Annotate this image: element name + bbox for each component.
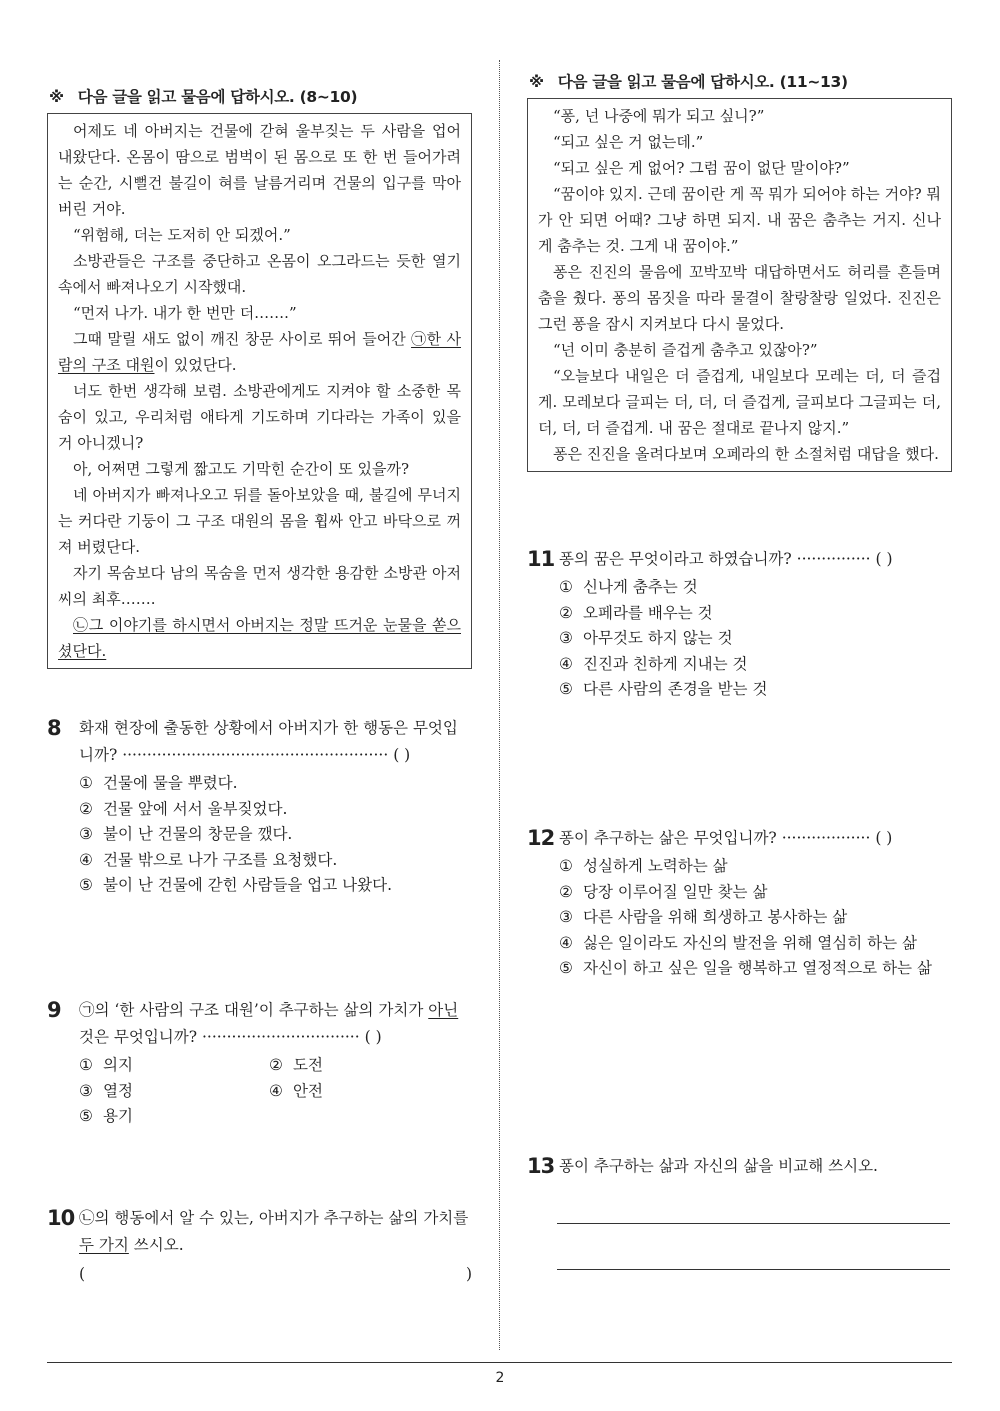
option[interactable]: ④ 진진과 친하게 지내는 것 (559, 654, 748, 673)
leader-dots: ·················· (781, 829, 871, 847)
option[interactable]: ① 성실하게 노력하는 삶 (559, 857, 728, 875)
option[interactable]: ② 오페라를 배우는 것 (559, 603, 713, 622)
option[interactable]: ⑤ 용기 (79, 1107, 133, 1125)
question-text: 퐁이 추구하는 삶과 자신의 삶을 비교해 쓰시오. (559, 1157, 878, 1175)
column-divider (499, 60, 500, 1350)
passage-paragraph: 소방관들은 구조를 중단하고 온몸이 오그라드는 듯한 열기 속에서 빠져나오기 시작했대. (58, 252, 461, 296)
page-number: 2 (495, 1370, 505, 1386)
answer-blank[interactable]: ( ) (875, 829, 893, 847)
option[interactable]: ① 신나게 춤추는 것 (559, 578, 698, 596)
option[interactable]: ③ 아무것도 하지 않는 것 (559, 629, 733, 647)
option[interactable]: ⑤ 자신이 하고 싶은 일을 행복하고 열정적으로 하는 삶 (559, 959, 932, 977)
passage-paragraph: 어제도 네 아버지는 건물에 갇혀 울부짖는 두 사람을 업어 내왔단다. 온몸이 땀으로 범벅이 된 몸으로 또 한 번 들어가려는 순간, 시뻘건 불길이 혀를 날름거리며 건물의 입구를 막아 버린 거야. (58, 122, 461, 218)
section-header-11-13 (529, 70, 952, 92)
option[interactable]: ② 도전 (269, 1056, 323, 1074)
options-list (79, 1053, 472, 1130)
option[interactable]: ④ 안전 (269, 1081, 323, 1100)
question-8 (47, 715, 472, 899)
leader-dots: ································ (202, 1028, 360, 1046)
question-number: 10 (47, 1206, 75, 1230)
passage-paragraph: “오늘보다 내일은 더 즐겁게, 내일보다 모레는 더, 더 즐겁게. 모레보다 글피는 더, 더, 더 즐겁게, 글피보다 그글피는 더, 더, 더, 더 즐겁게. 내 꿈은 절대로 끝나지 않지.” (538, 367, 941, 437)
passage-paragraph: “넌 이미 충분히 즐겁게 춤추고 있잖아?” (553, 341, 818, 359)
passage-paragraph (58, 612, 461, 664)
option[interactable]: ⑤ 다른 사람의 존경을 받는 것 (559, 680, 768, 698)
reference-mark: ※ (529, 73, 544, 91)
passage-paragraph: “위험해, 더는 도저히 안 되겠어.” (73, 226, 291, 244)
passage-paragraph: “먼저 나가. 내가 한 번만 더…….” (73, 304, 297, 322)
section-header-8-10 (49, 85, 472, 107)
question-number: 13 (527, 1154, 555, 1178)
passage-paragraph: 자기 목숨보다 남의 목숨을 먼저 생각한 용감한 소방관 아저씨의 최후……. (58, 564, 461, 608)
option[interactable]: ① 건물에 물을 뿌렸다. (79, 774, 238, 792)
question-text: 퐁이 추구하는 삶은 무엇입니까? (559, 829, 777, 847)
option[interactable]: ② 당장 이루어질 일만 찾는 삶 (559, 882, 768, 901)
answer-area[interactable]: ( ) (79, 1265, 472, 1283)
option[interactable]: ⑤ 불이 난 건물에 갇힌 사람들을 업고 나왔다. (79, 876, 393, 894)
answer-blank[interactable]: ( ) (875, 550, 893, 568)
question-13 (527, 1153, 952, 1270)
question-number: 9 (47, 998, 61, 1022)
option[interactable]: ③ 불이 난 건물의 창문을 깼다. (79, 825, 293, 843)
passage-paragraph: 그때 말릴 새도 없이 깨진 창문 사이로 뛰어 들어간 ㉠한 사람의 구조 대원이 있었단다. (58, 330, 461, 374)
underline-rescuer: ㉠한 사람의 구조 대원 (58, 330, 461, 374)
passage-paragraph: 네 아버지가 빠져나오고 뒤를 돌아보았을 때, 불길에 무너지는 커다란 기둥이 그 구조 대원의 몸을 휩싸 안고 바닥으로 꺼져 버렸단다. (58, 486, 461, 556)
question-9: 9 ㉠의 ‘한 사람의 구조 대원’이 추구하는 삶의 가치가 아닌 것은 무엇입니까? ································ ( ) ① 의지 ② 도전 ③ 열정 ④ 안전 ⑤ 용기 (47, 997, 472, 1130)
passage-paragraph: 아, 어쩌면 그렇게 짧고도 기막힌 순간이 또 있을까? (73, 460, 409, 478)
question-text: 화재 현장에 출동한 상황에서 아버지가 한 행동은 무엇입니까? (79, 719, 458, 764)
options-list (559, 575, 952, 703)
leader-dots: ··············· (796, 550, 871, 568)
passage-paragraph: “퐁, 넌 나중에 뭐가 되고 싶니?” (553, 107, 765, 125)
passage-paragraph: 퐁은 진진을 올려다보며 오페라의 한 소절처럼 대답을 했다. (553, 445, 939, 463)
answer-line[interactable] (557, 1222, 950, 1224)
question-number: 12 (527, 826, 555, 850)
question-11 (527, 546, 952, 703)
passage-paragraph: “꿈이야 있지. 근데 꿈이란 게 꼭 뭐가 되어야 하는 거야? 뭐가 안 되면 어때? 그냥 하면 되지. 내 꿈은 춤추는 거지. 신나게 춤추는 것. 그게 내 꿈이야.” (538, 185, 941, 255)
right-column (527, 60, 952, 1178)
answer-blank[interactable]: ( ) (364, 1028, 382, 1046)
option[interactable]: ③ 열정 (79, 1081, 133, 1100)
options-list (79, 771, 472, 899)
section-header-text: 다음 글을 읽고 물음에 답하시오. (8~10) (77, 88, 358, 106)
question-12 (527, 825, 952, 982)
option[interactable]: ② 건물 앞에 서서 울부짖었다. (79, 799, 288, 818)
section-header-text: 다음 글을 읽고 물음에 답하시오. (11~13) (557, 73, 848, 91)
option[interactable]: ③ 다른 사람을 위해 희생하고 봉사하는 삶 (559, 908, 848, 926)
question-10: 10 ㉡의 행동에서 알 수 있는, 아버지가 추구하는 삶의 가치를 두 가지 쓰시오. ( ) (47, 1206, 472, 1283)
options-list (559, 854, 952, 982)
passage-paragraph: 너도 한번 생각해 보렴. 소방관에게도 지켜야 할 소중한 목숨이 있고, 우리처럼 애타게 기도하며 기다라는 가족이 있을 거 아니겠니? (58, 382, 461, 452)
answer-line[interactable] (557, 1268, 950, 1270)
leader-dots: ······················································ (122, 746, 389, 764)
underline-two: 두 가지 (79, 1236, 129, 1254)
option[interactable]: ④ 건물 밖으로 나가 구조를 요청했다. (79, 850, 338, 869)
footer-rule (47, 1362, 952, 1363)
question-number: 11 (527, 547, 555, 571)
option[interactable]: ④ 싫은 일이라도 자신의 발전을 위해 열심히 하는 삶 (559, 933, 917, 952)
passage-paragraph: “되고 싶은 게 없어? 그럼 꿈이 없단 말이야?” (553, 159, 850, 177)
passage-paragraph: “되고 싶은 거 없는데.” (553, 133, 704, 151)
question-number: 8 (47, 716, 61, 740)
underline-father-tears: ㉡그 이야기를 하시면서 아버지는 정말 뜨거운 눈물을 쏟으셨단다. (58, 616, 461, 660)
passage-paragraph: 퐁은 진진의 물음에 꼬박꼬박 대답하면서도 허리를 흔들며 춤을 췄다. 퐁의 몸짓을 따라 물결이 찰랑찰랑 일었다. 진진은 그런 퐁을 잠시 지켜보다 다시 물었다. (538, 263, 941, 333)
passage-box-8-10 (47, 113, 472, 669)
option[interactable]: ① 의지 (79, 1056, 133, 1074)
passage-box-11-13 (527, 98, 952, 472)
underline-not: 아닌 (428, 1001, 459, 1019)
reference-mark: ※ (49, 88, 64, 106)
question-text: 퐁의 꿈은 무엇이라고 하였습니까? (559, 550, 792, 568)
left-column (47, 60, 472, 1283)
answer-blank[interactable]: ( ) (393, 746, 411, 764)
